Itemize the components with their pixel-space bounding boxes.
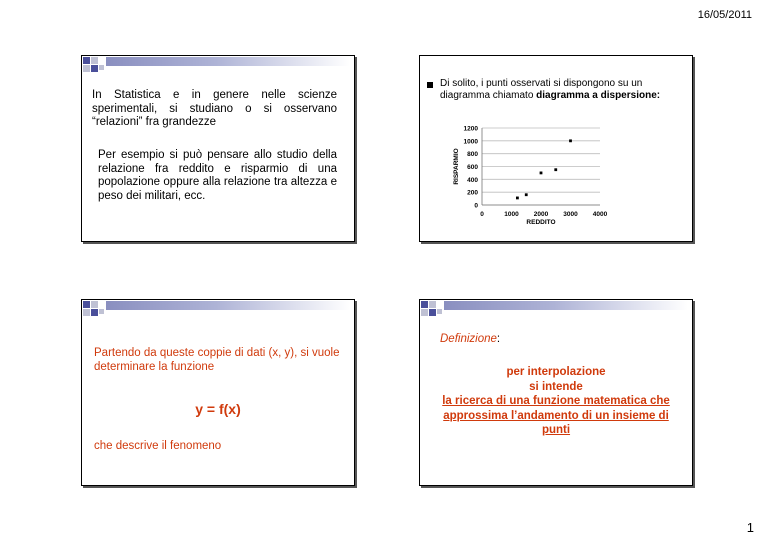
definition-title [440,333,500,347]
data-point [569,139,572,142]
bullet-square-icon [427,82,433,88]
y-axis-label: RISPARMIO [453,148,460,185]
y-tick-label: 0 [474,202,478,210]
data-point [554,168,557,171]
x-tick-label: 1000 [504,211,519,218]
slide3-paragraph-2: che descrive il fenomeno [94,440,222,452]
y-tick-label: 1000 [463,138,478,146]
data-point [540,172,543,175]
slide-3 [81,299,355,486]
slide-4 [419,299,693,486]
y-tick-label: 1200 [463,125,478,133]
x-axis-label: REDDITO [526,219,556,226]
slide1-paragraph-1: In Statistica e in genere nelle scienze sperimentali, si studiano o si osservano “relazioni” fra grandezze [92,89,337,128]
definition-line-1: per interpolazione [506,366,606,378]
slide-decoration [82,300,354,322]
slide3-paragraph-1: Partendo da queste coppie di dati (x, y), si vuole determinare la funzione [94,347,340,373]
slide-1 [81,55,355,242]
bullet-text-bold: diagramma a dispersione: [536,90,661,101]
slide3-formula: y = f(x) [195,401,241,417]
y-tick-label: 600 [467,164,478,171]
definition-line-3: la ricerca di una funzione matematica che approssima l’andamento di un insieme di punti [442,395,670,436]
scatter-chart [450,122,660,234]
y-tick-label: 200 [467,189,478,197]
x-tick-label: 4000 [592,211,608,218]
slide-decoration [82,56,354,78]
data-point [525,193,528,196]
x-tick-label: 3000 [563,211,578,218]
slide-decoration [420,300,692,322]
header-date: 16/05/2011 [697,9,752,21]
page-number: 1 [746,520,754,535]
slide-2 [419,55,693,242]
x-tick-label: 0 [480,211,484,218]
definition-title-text: Definizione [440,333,497,345]
slide2-bullet-text [440,78,672,102]
x-tick-label: 2000 [533,211,549,218]
definition-line-2: si intende [529,380,583,393]
bullet-text-prefix: Di solito, i punti osservati si dispongono su un diagramma chiamato [440,78,643,101]
definition-body [430,365,682,438]
slide1-paragraph-2: Per esempio si può pensare allo studio della relazione fra reddito e risparmio di una popolazione oppure alla relazione tra altezza e peso dei militari, ecc. [98,149,337,202]
definition-title-colon: : [496,333,501,345]
data-point [516,197,519,200]
y-tick-label: 800 [467,151,478,159]
y-tick-label: 400 [467,176,478,184]
